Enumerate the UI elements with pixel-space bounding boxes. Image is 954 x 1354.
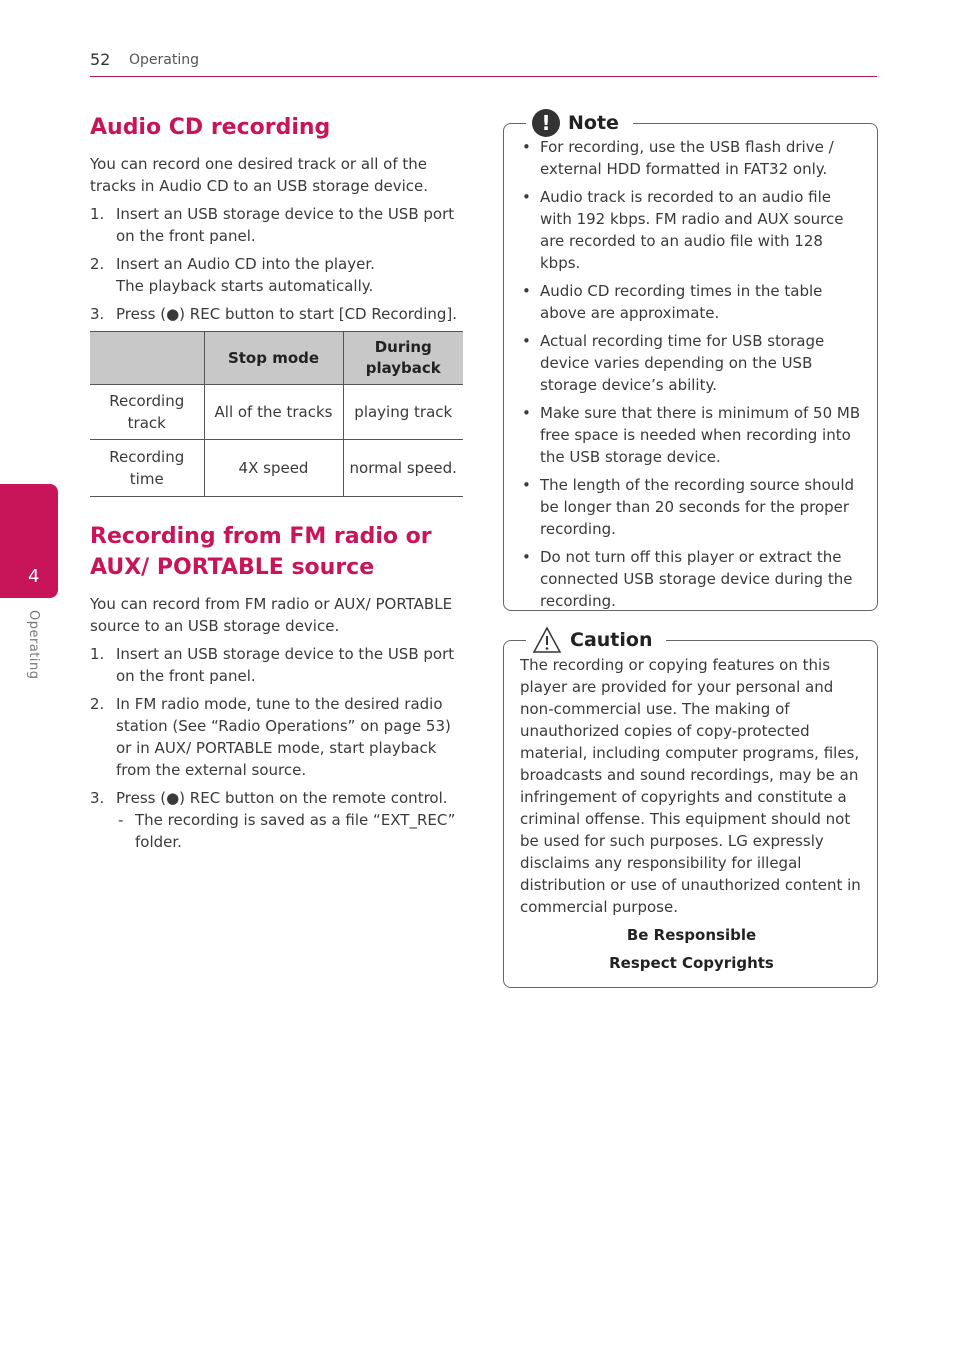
list-item: • The length of the recording source should be longer than 20 seconds for the proper recording. <box>522 476 855 538</box>
table-cell: playing track <box>343 385 463 440</box>
page-number: 52 <box>90 50 111 69</box>
fm-recording-title: Recording from FM radio or AUX/ PORTABLE source <box>90 524 432 580</box>
table-header <box>90 332 204 385</box>
list-item: • Actual recording time for USB storage device varies depending on the USB storage device’s ability. <box>522 332 825 394</box>
exclamation-icon: ! <box>532 109 560 137</box>
table-cell: Recording time <box>90 440 204 497</box>
table-header: During playback <box>343 332 463 385</box>
table-header: Stop mode <box>204 332 343 385</box>
list-item: 3. Press (●) REC button on the remote control. - The recording is saved as a file “EXT_REC” folder. <box>90 787 464 853</box>
list-item: 1. Insert an USB storage device to the USB port on the front panel. <box>90 205 455 245</box>
note-box <box>503 111 878 611</box>
table-cell: normal speed. <box>343 440 463 497</box>
chapter-number: 4 <box>28 566 40 587</box>
caution-box <box>503 629 878 988</box>
list-item: 3. Press (●) REC button to start [CD Recording]. <box>90 305 458 323</box>
left-column <box>90 112 464 859</box>
caution-title: Caution <box>570 629 653 651</box>
table-row <box>90 385 463 440</box>
note-header <box>526 109 633 137</box>
list-item: • For recording, use the USB flash drive / external HDD formatted in FAT32 only. <box>522 138 834 178</box>
note-title: Note <box>568 112 619 134</box>
audio-cd-steps <box>90 203 464 325</box>
caution-text: The recording or copying features on this player are provided for your personal and non-commercial use. The making of unauthorized copies of copy-protected material, including computer programs, files, broadcasts and sound recordings, may be an infringement of copyrights and constitute a criminal offense. This equipment should not be used for such purposes. LG expressly disclaims any responsibility for illegal distribution or use of unauthorized content in commercial purpose. <box>520 656 861 916</box>
sub-note: - The recording is saved as a file “EXT_REC” folder. <box>118 811 456 851</box>
table-cell: Recording track <box>90 385 204 440</box>
fm-recording-intro: You can record from FM radio or AUX/ PORTABLE source to an USB storage device. <box>90 595 453 635</box>
list-item: 1. Insert an USB storage device to the USB port on the front panel. <box>90 645 455 685</box>
note-list <box>520 136 863 612</box>
fm-recording-steps <box>90 643 464 853</box>
recording-table <box>90 331 463 497</box>
list-item: 2. In FM radio mode, tune to the desired radio station (See “Radio Operations” on page 53) or in AUX/ PORTABLE mode, start playback from the external source. <box>90 695 451 779</box>
audio-cd-intro: You can record one desired track or all of the tracks in Audio CD to an USB storage device. <box>90 155 429 195</box>
chapter-tab <box>0 484 58 598</box>
table-row <box>90 440 463 497</box>
list-item: • Make sure that there is minimum of 50 MB free space is needed when recording into the USB storage device. <box>522 404 861 466</box>
list-item: • Do not turn off this player or extract the connected USB storage device during the recording. <box>522 548 853 610</box>
list-item: • Audio track is recorded to an audio file with 192 kbps. FM radio and AUX source are recorded to an audio file with 128 kbps. <box>522 188 844 272</box>
audio-cd-title: Audio CD recording <box>90 115 331 140</box>
caution-footer-1: Be Responsible <box>626 926 757 944</box>
caution-header <box>526 626 666 654</box>
list-item: • Audio CD recording times in the table above are approximate. <box>522 282 823 322</box>
list-item: 2. Insert an Audio CD into the player. The playback starts automatically. <box>90 255 375 295</box>
table-cell: 4X speed <box>204 440 343 497</box>
section-name: Operating <box>129 52 199 68</box>
table-cell: All of the tracks <box>204 385 343 440</box>
caution-footer-2: Respect Copyrights <box>609 954 774 972</box>
warning-triangle-icon <box>532 626 562 654</box>
chapter-label: Operating <box>26 610 41 680</box>
page-header <box>90 48 877 77</box>
